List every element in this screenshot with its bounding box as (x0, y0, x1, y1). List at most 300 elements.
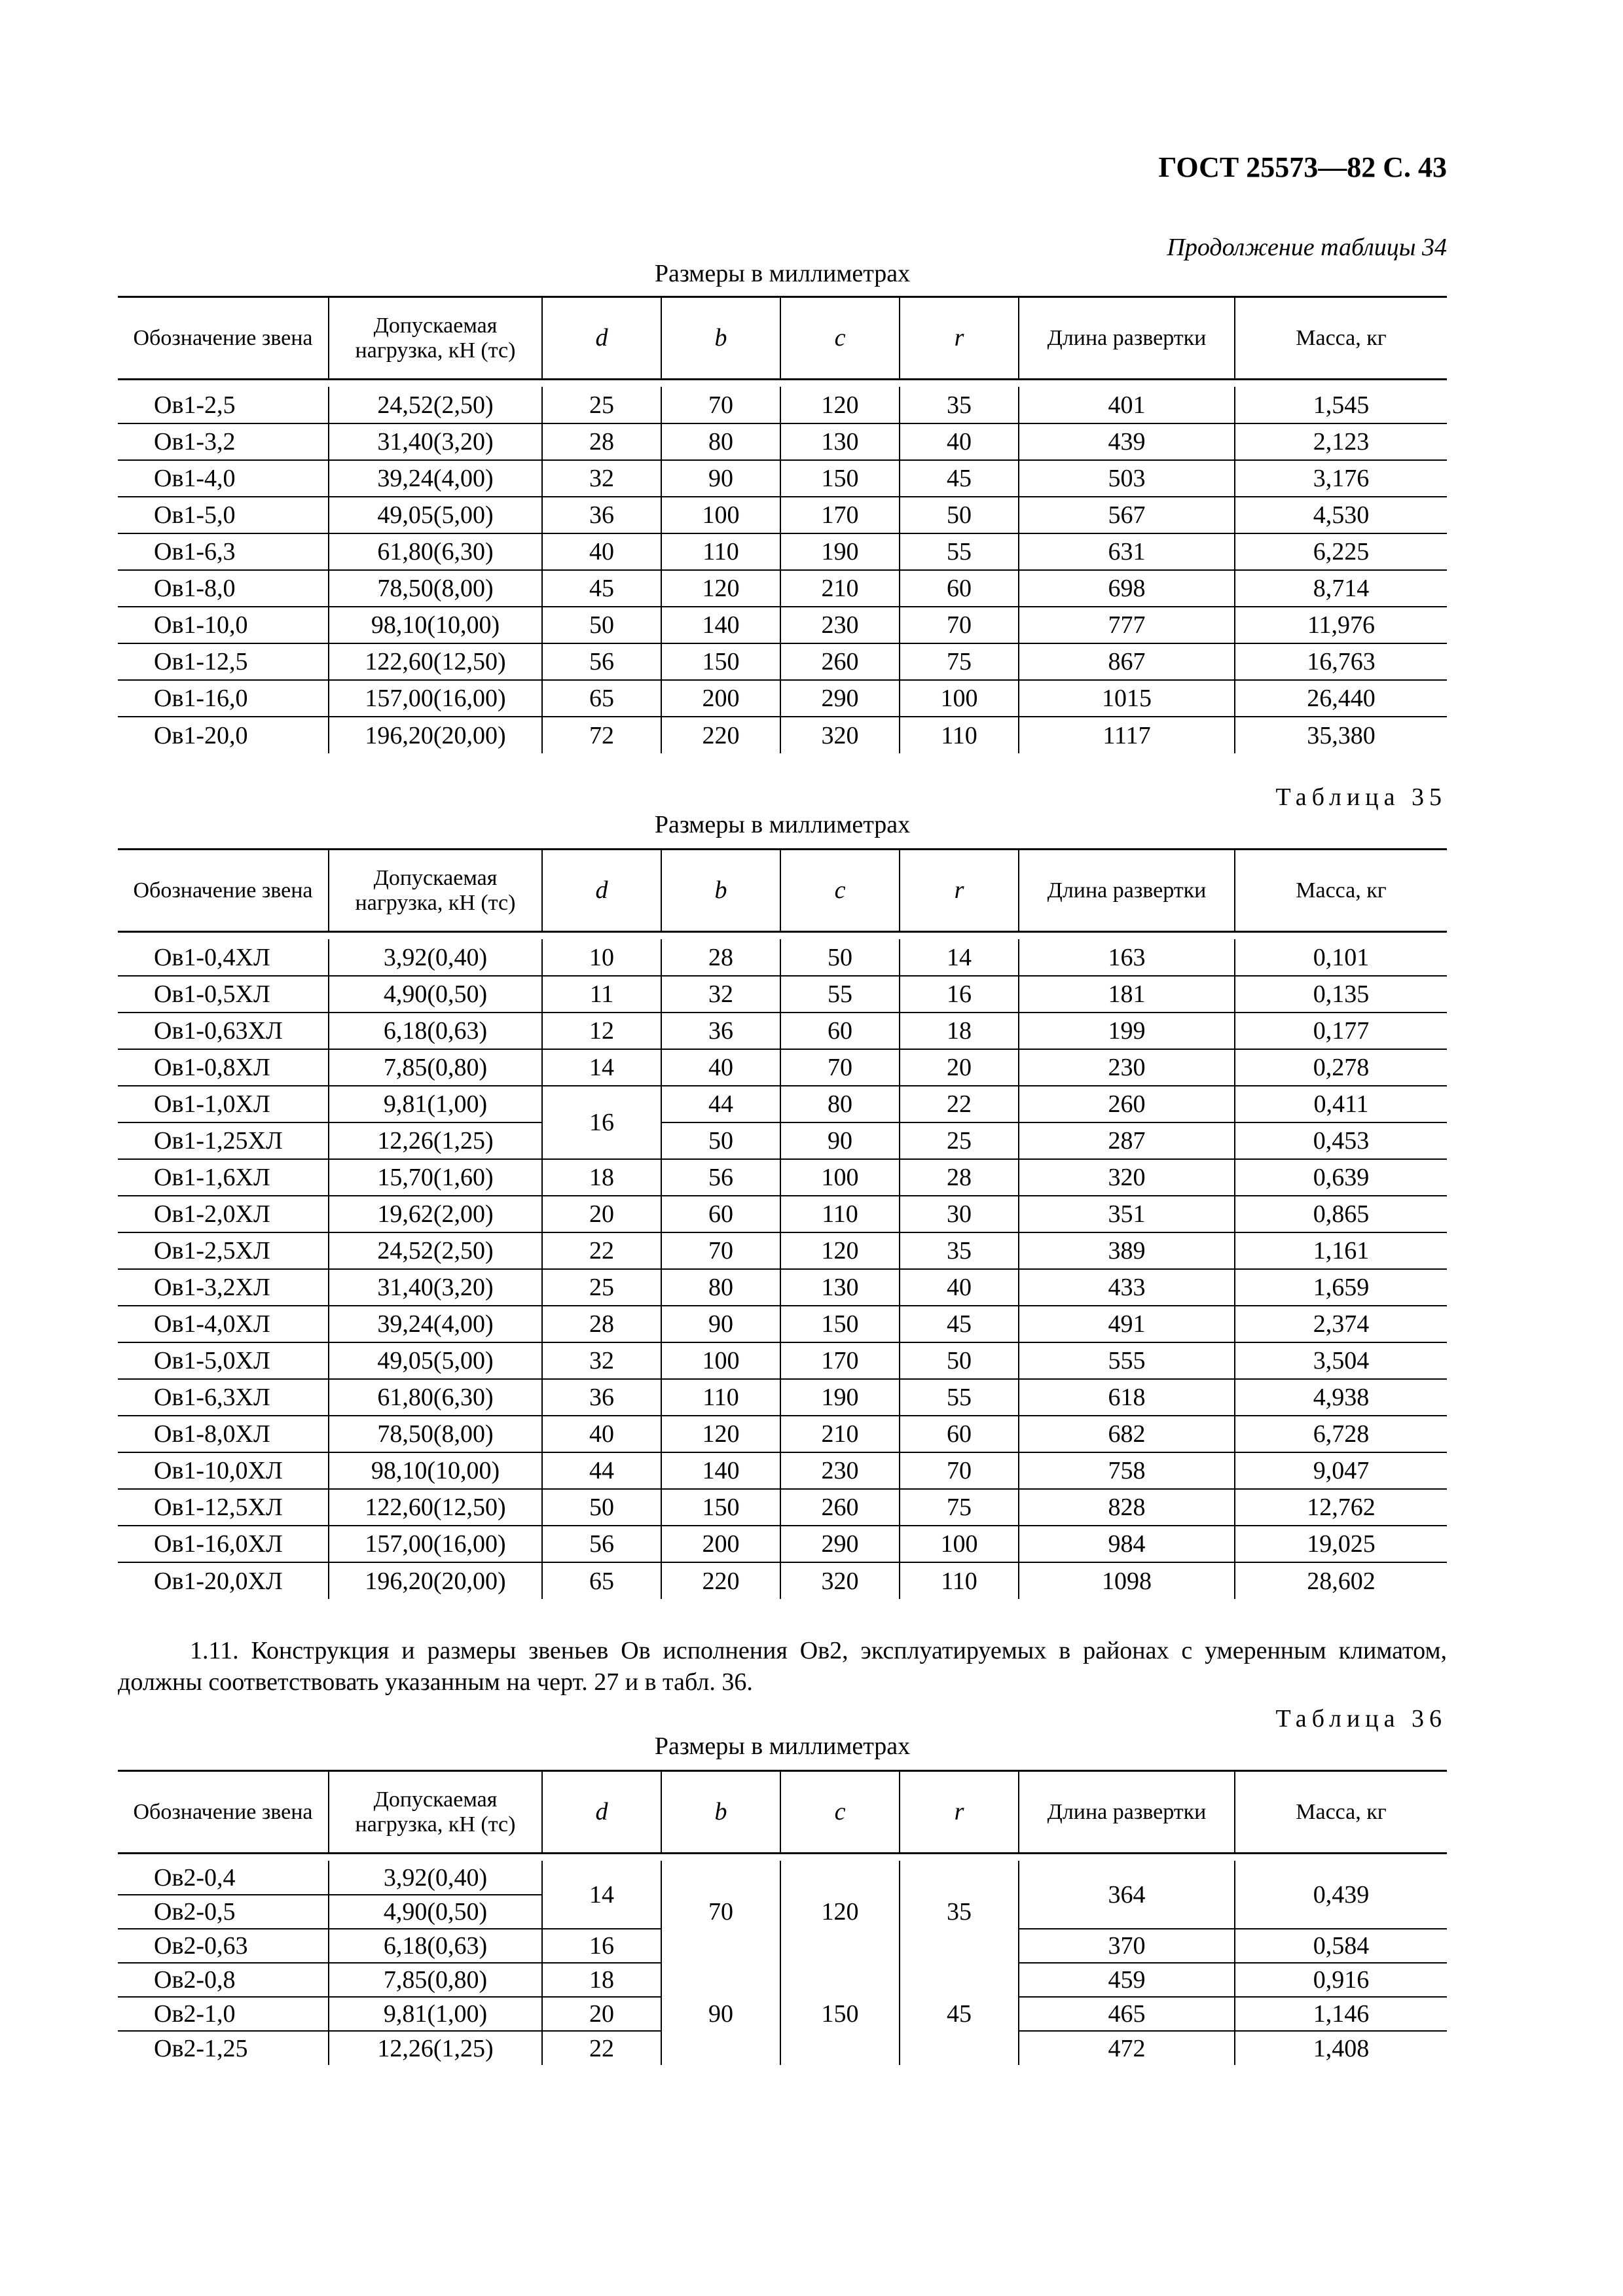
table-cell-d: 36 (542, 1379, 661, 1416)
table-row (118, 1159, 1447, 1196)
table-cell-mass: 0,278 (1235, 1049, 1447, 1086)
table-cell-load: 49,05(5,00) (329, 497, 542, 533)
table-row (118, 607, 1447, 643)
table-cell-d: 11 (542, 976, 661, 1013)
table-cell-r: 60 (900, 570, 1019, 607)
table-cell-designation: Ов2-1,25 (154, 2034, 248, 2062)
table-cell-c: 210 (780, 570, 900, 607)
table-cell-b: 70 (661, 387, 780, 423)
table-cell-designation: Ов2-0,8 (118, 1963, 329, 1997)
table-cell-c: 170 (780, 1342, 900, 1379)
table-row (118, 1342, 1447, 1379)
table-cell-length: 1117 (1019, 717, 1235, 753)
table-cell-c: 90 (780, 1122, 900, 1159)
table-cell-mass: 0,865 (1235, 1196, 1447, 1232)
table-cell-designation: Ов2-0,63 (118, 1929, 329, 1963)
table-cell-c: 170 (780, 497, 900, 533)
table-cell-designation: Ов1-8,0 (118, 570, 329, 607)
table-cell-designation: Ов1-5,0 (118, 497, 329, 533)
table-cell-designation: Ов1-1,25ХЛ (118, 1122, 329, 1159)
header-mass: Масса, кг (1235, 1771, 1447, 1854)
table-cell-mass: 4,938 (1235, 1379, 1447, 1416)
table-cell-designation: Ов1-2,5ХЛ (118, 1232, 329, 1269)
table-cell-b: 100 (661, 1342, 780, 1379)
table-cell-c: 150 (780, 1306, 900, 1342)
table-row (118, 643, 1447, 680)
table-cell-c: 80 (780, 1086, 900, 1122)
header-designation: Обозначение звена (118, 850, 329, 932)
header-designation: Обозначение звена (118, 297, 329, 380)
table-cell-d: 72 (542, 717, 661, 753)
table-cell-load: 39,24(4,00) (329, 460, 542, 497)
table-cell-c: 120 (780, 1232, 900, 1269)
table-cell-mass: 6,225 (1235, 533, 1447, 570)
table-cell-mass: 19,025 (1235, 1526, 1447, 1562)
table-cell-d: 14 (542, 1049, 661, 1086)
table-cell-d: 65 (542, 680, 661, 717)
table-cell-r: 35 (900, 1861, 1019, 1963)
table-cell-c: 260 (780, 1489, 900, 1526)
table-cell-r: 45 (900, 460, 1019, 497)
table-cell-load: 122,60(12,50) (329, 643, 542, 680)
table-cell-load: 61,80(6,30) (329, 533, 542, 570)
table-cell-c: 230 (780, 1452, 900, 1489)
table-cell-mass: 0,453 (1235, 1122, 1447, 1159)
table-cell-r: 70 (900, 1452, 1019, 1489)
table-cell-length: 828 (1019, 1489, 1235, 1526)
table-cell-d: 28 (542, 423, 661, 460)
table-cell-b: 140 (661, 607, 780, 643)
table-cell-c: 290 (780, 1526, 900, 1562)
table-cell-load: 6,18(0,63) (329, 1929, 542, 1963)
table35-title: Таблица 35 (1275, 783, 1447, 811)
table-cell-designation: Ов1-12,5 (118, 643, 329, 680)
table-cell-length: 491 (1019, 1306, 1235, 1342)
table-cell-length: 465 (1019, 1997, 1235, 2031)
table-cell-r: 45 (900, 1963, 1019, 2065)
table-cell-designation: Ов1-16,0ХЛ (118, 1526, 329, 1562)
table-row (118, 976, 1447, 1013)
table-cell-r: 55 (900, 1379, 1019, 1416)
table-row (118, 1452, 1447, 1489)
table-cell-b: 28 (661, 939, 780, 976)
table-cell-b: 200 (661, 1526, 780, 1562)
table-cell-c: 190 (780, 533, 900, 570)
table-cell-d: 18 (542, 1963, 661, 1997)
table-cell-load: 61,80(6,30) (329, 1379, 542, 1416)
table-cell-designation: Ов1-2,5 (118, 387, 329, 423)
table-cell-designation: Ов1-1,6ХЛ (118, 1159, 329, 1196)
table-row (118, 570, 1447, 607)
table-cell-length: 555 (1019, 1342, 1235, 1379)
header-load: Допускаемая нагрузка, кН (тс) (329, 1771, 542, 1854)
table-row (118, 423, 1447, 460)
table-cell-c: 50 (780, 939, 900, 976)
table-cell-b: 110 (661, 533, 780, 570)
header-b: b (661, 1771, 780, 1854)
table-cell-length: 389 (1019, 1232, 1235, 1269)
table-cell-c: 150 (780, 1963, 900, 2065)
table-cell-b: 140 (661, 1452, 780, 1489)
table-cell-c: 130 (780, 1269, 900, 1306)
table-cell-length: 984 (1019, 1526, 1235, 1562)
table-cell-d: 40 (542, 1416, 661, 1452)
table-cell-designation: Ов1-10,0 (118, 607, 329, 643)
table-row (118, 1122, 1447, 1159)
table-cell-d: 50 (542, 1489, 661, 1526)
table-cell-mass: 0,439 (1235, 1861, 1447, 1929)
table-cell-c: 110 (780, 1196, 900, 1232)
table-cell-length: 698 (1019, 570, 1235, 607)
table-row (118, 939, 1447, 976)
table-cell-r: 18 (900, 1013, 1019, 1049)
table-cell-mass: 16,763 (1235, 643, 1447, 680)
table-cell-d: 16 (542, 1086, 661, 1159)
table-cell-designation: Ов1-6,3 (118, 533, 329, 570)
table-cell-r: 20 (900, 1049, 1019, 1086)
table-cell-length: 777 (1019, 607, 1235, 643)
table-cell-d: 12 (542, 1013, 661, 1049)
table-cell-designation: Ов1-0,4ХЛ (118, 939, 329, 976)
table-cell-mass: 0,639 (1235, 1159, 1447, 1196)
table-cell-designation: Ов1-3,2 (118, 423, 329, 460)
table-cell-length: 433 (1019, 1269, 1235, 1306)
table-cell-r: 110 (900, 717, 1019, 753)
table-cell-r: 25 (900, 1122, 1019, 1159)
table-cell-designation: Ов1-0,5ХЛ (118, 976, 329, 1013)
table-cell-mass: 0,101 (1235, 939, 1447, 976)
table-cell-r: 110 (900, 1562, 1019, 1599)
table-cell-designation: Ов1-4,0 (118, 460, 329, 497)
table-cell-load: 6,18(0,63) (329, 1013, 542, 1049)
table-cell-load: 157,00(16,00) (329, 1526, 542, 1562)
table-cell-b: 36 (661, 1013, 780, 1049)
header-mass: Масса, кг (1235, 297, 1447, 380)
table-cell-b: 32 (661, 976, 780, 1013)
table-cell-mass: 0,135 (1235, 976, 1447, 1013)
header-r: r (900, 1771, 1019, 1854)
table-row (118, 1489, 1447, 1526)
table-cell-length: 364 (1019, 1861, 1235, 1929)
table-cell-mass: 1,659 (1235, 1269, 1447, 1306)
table-cell-d: 20 (542, 1997, 661, 2031)
header-r: r (900, 850, 1019, 932)
table-cell-mass: 35,380 (1235, 717, 1447, 753)
table-cell-r: 60 (900, 1416, 1019, 1452)
table-cell-length: 867 (1019, 643, 1235, 680)
table-cell-designation: Ов2-0,5 (118, 1895, 329, 1929)
table-cell-d: 32 (542, 1342, 661, 1379)
table-cell-d: 45 (542, 570, 661, 607)
table-cell-designation: Ов1-4,0ХЛ (118, 1306, 329, 1342)
table-cell-length: 682 (1019, 1416, 1235, 1452)
table-cell-d: 22 (542, 1232, 661, 1269)
table-cell-length: 618 (1019, 1379, 1235, 1416)
header-load: Допускаемая нагрузка, кН (тс) (329, 850, 542, 932)
table-cell-designation: Ов2-0,4 (118, 1861, 329, 1895)
table-cell-d: 22 (542, 2031, 661, 2065)
table-cell-load: 15,70(1,60) (329, 1159, 542, 1196)
header-length: Длина развертки (1019, 850, 1235, 932)
table-cell-load: 9,81(1,00) (329, 1997, 542, 2031)
table-cell-load: 12,26(1,25) (329, 1122, 542, 1159)
table-cell-designation: Ов1-10,0ХЛ (118, 1452, 329, 1489)
table-cell-b: 90 (661, 1306, 780, 1342)
table-cell-length: 401 (1019, 387, 1235, 423)
table-cell-r: 35 (900, 1232, 1019, 1269)
table-cell-d: 56 (542, 643, 661, 680)
table-cell-d: 50 (542, 607, 661, 643)
table-cell-b: 90 (661, 460, 780, 497)
table-cell-length: 320 (1019, 1159, 1235, 1196)
table-cell-load: 7,85(0,80) (329, 1963, 542, 1997)
table-cell-mass: 28,602 (1235, 1562, 1447, 1599)
table-cell-load: 49,05(5,00) (329, 1342, 542, 1379)
table35-units-caption: Размеры в миллиметрах (654, 811, 911, 838)
table-cell-d: 36 (542, 497, 661, 533)
table-cell-designation: Ов1-16,0 (118, 680, 329, 717)
table-cell-designation: Ов1-0,63ХЛ (118, 1013, 329, 1049)
table-cell-mass: 0,916 (1235, 1963, 1447, 1997)
table-cell-length: 181 (1019, 976, 1235, 1013)
table-cell-b: 80 (661, 423, 780, 460)
table-cell-designation: Ов1-12,5ХЛ (118, 1489, 329, 1526)
table-cell-mass: 1,161 (1235, 1232, 1447, 1269)
table-cell-r: 50 (900, 497, 1019, 533)
table-cell-d: 44 (542, 1452, 661, 1489)
table-cell-b: 150 (661, 643, 780, 680)
table-cell-r: 35 (900, 387, 1019, 423)
table-cell-designation: Ов1-6,3ХЛ (118, 1379, 329, 1416)
table-cell-c: 150 (780, 460, 900, 497)
table-cell-length: 163 (1019, 939, 1235, 976)
table-cell-r: 16 (900, 976, 1019, 1013)
table-cell-c: 320 (780, 717, 900, 753)
table-row (118, 1306, 1447, 1342)
table-cell-length: 503 (1019, 460, 1235, 497)
header-length: Длина развертки (1019, 1771, 1235, 1854)
table34-continuation-caption: Продолжение таблицы 34 (1167, 234, 1447, 261)
table-cell-load: 4,90(0,50) (329, 976, 542, 1013)
header-c: c (780, 850, 900, 932)
table-cell-r: 100 (900, 1526, 1019, 1562)
table-cell-length: 260 (1019, 1086, 1235, 1122)
table-cell-load: 7,85(0,80) (329, 1049, 542, 1086)
table-cell-b: 44 (661, 1086, 780, 1122)
table-cell-r: 40 (900, 1269, 1019, 1306)
table-cell-r: 30 (900, 1196, 1019, 1232)
table-cell-c: 260 (780, 643, 900, 680)
table-cell-designation: Ов1-0,8ХЛ (118, 1049, 329, 1086)
table-cell-designation: Ов1-2,0ХЛ (118, 1196, 329, 1232)
table-row (118, 1086, 1447, 1122)
table-cell-mass: 6,728 (1235, 1416, 1447, 1452)
table-cell-b: 60 (661, 1196, 780, 1232)
table36 (118, 1770, 1447, 2065)
table-cell-length: 631 (1019, 533, 1235, 570)
header-load: Допускаемая нагрузка, кН (тс) (329, 297, 542, 380)
table-cell-load: 12,26(1,25) (329, 2031, 542, 2065)
table-row (118, 533, 1447, 570)
table-cell-length: 459 (1019, 1963, 1235, 1997)
table35 (118, 848, 1447, 1599)
table-cell-designation: Ов1-20,0ХЛ (154, 1567, 283, 1595)
table-cell-designation: Ов1-20,0 (154, 721, 248, 749)
table-row (118, 1013, 1447, 1049)
table-cell-b: 120 (661, 1416, 780, 1452)
table-cell-d: 65 (542, 1562, 661, 1599)
table-row (118, 1526, 1447, 1562)
table-cell-mass: 4,530 (1235, 497, 1447, 533)
table-cell-mass: 11,976 (1235, 607, 1447, 643)
table-cell-load: 3,92(0,40) (329, 1861, 542, 1895)
table-cell-b: 200 (661, 680, 780, 717)
table-cell-length: 1015 (1019, 680, 1235, 717)
table-cell-load: 98,10(10,00) (329, 607, 542, 643)
table-cell-load: 196,20(20,00) (329, 717, 542, 753)
table-cell-mass: 1,146 (1235, 1997, 1447, 2031)
table-cell-b: 220 (661, 1562, 780, 1599)
table-cell-mass: 3,176 (1235, 460, 1447, 497)
table-cell-d: 25 (542, 1269, 661, 1306)
header-d: d (542, 297, 661, 380)
table-cell-c: 70 (780, 1049, 900, 1086)
table-cell-load: 4,90(0,50) (329, 1895, 542, 1929)
paragraph-1-11: 1.11. Конструкция и размеры звеньев Ов исполнения Ов2, эксплуатируемых в районах с умеренным климатом, должны соответствовать указанным на черт. 27 и в табл. 36. (118, 1637, 1447, 1696)
table-row (118, 1232, 1447, 1269)
table36-units-caption: Размеры в миллиметрах (654, 1732, 911, 1760)
table-cell-r: 28 (900, 1159, 1019, 1196)
table-cell-mass: 2,123 (1235, 423, 1447, 460)
header-d: d (542, 1771, 661, 1854)
table-cell-c: 60 (780, 1013, 900, 1049)
table-cell-d: 14 (542, 1861, 661, 1929)
table-cell-c: 130 (780, 423, 900, 460)
table-cell-load: 78,50(8,00) (329, 570, 542, 607)
table-row (118, 1562, 1447, 1599)
table-cell-b: 56 (661, 1159, 780, 1196)
table-cell-b: 110 (661, 1379, 780, 1416)
table-cell-length: 472 (1019, 2031, 1235, 2065)
table-cell-mass: 8,714 (1235, 570, 1447, 607)
table-cell-designation: Ов1-8,0ХЛ (118, 1416, 329, 1452)
table-cell-r: 70 (900, 607, 1019, 643)
table-cell-mass: 1,545 (1235, 387, 1447, 423)
table-cell-length: 351 (1019, 1196, 1235, 1232)
table-row (118, 680, 1447, 717)
table-cell-c: 320 (780, 1562, 900, 1599)
table-cell-designation: Ов1-3,2ХЛ (118, 1269, 329, 1306)
table-cell-d: 10 (542, 939, 661, 976)
table-cell-d: 25 (542, 387, 661, 423)
header-b: b (661, 850, 780, 932)
table-cell-mass: 2,374 (1235, 1306, 1447, 1342)
table-cell-c: 55 (780, 976, 900, 1013)
table-cell-d: 40 (542, 533, 661, 570)
table-cell-b: 90 (661, 1963, 780, 2065)
table-cell-r: 40 (900, 423, 1019, 460)
table-row (118, 1196, 1447, 1232)
table-cell-r: 55 (900, 533, 1019, 570)
table-cell-mass: 9,047 (1235, 1452, 1447, 1489)
table-cell-b: 120 (661, 570, 780, 607)
table-cell-r: 22 (900, 1086, 1019, 1122)
table-cell-b: 150 (661, 1489, 780, 1526)
table-cell-r: 45 (900, 1306, 1019, 1342)
table-cell-load: 196,20(20,00) (329, 1562, 542, 1599)
table-cell-length: 567 (1019, 497, 1235, 533)
table-cell-d: 28 (542, 1306, 661, 1342)
table-cell-r: 50 (900, 1342, 1019, 1379)
table-cell-mass: 3,504 (1235, 1342, 1447, 1379)
table-row (118, 387, 1447, 423)
header-c: c (780, 297, 900, 380)
table-cell-b: 100 (661, 497, 780, 533)
table-cell-b: 220 (661, 717, 780, 753)
table-cell-length: 758 (1019, 1452, 1235, 1489)
table-cell-designation: Ов2-1,0 (118, 1997, 329, 2031)
table36-title: Таблица 36 (1275, 1705, 1447, 1732)
table-cell-load: 31,40(3,20) (329, 1269, 542, 1306)
table-cell-length: 199 (1019, 1013, 1235, 1049)
table-cell-c: 290 (780, 680, 900, 717)
table-cell-mass: 26,440 (1235, 680, 1447, 717)
table-cell-load: 98,10(10,00) (329, 1452, 542, 1489)
header-mass: Масса, кг (1235, 850, 1447, 932)
page-header: ГОСТ 25573—82 С. 43 (1158, 151, 1447, 183)
table-cell-c: 230 (780, 607, 900, 643)
table-cell-mass: 0,411 (1235, 1086, 1447, 1122)
table-cell-r: 75 (900, 643, 1019, 680)
header-designation: Обозначение звена (118, 1771, 329, 1854)
table-cell-load: 78,50(8,00) (329, 1416, 542, 1452)
table-row (118, 460, 1447, 497)
table-cell-r: 14 (900, 939, 1019, 976)
table-cell-d: 18 (542, 1159, 661, 1196)
table-cell-mass: 0,177 (1235, 1013, 1447, 1049)
table-cell-r: 100 (900, 680, 1019, 717)
table-cell-load: 24,52(2,50) (329, 387, 542, 423)
table-cell-load: 9,81(1,00) (329, 1086, 542, 1122)
table-cell-c: 120 (780, 387, 900, 423)
table-cell-b: 80 (661, 1269, 780, 1306)
table-row (118, 717, 1447, 753)
table-cell-load: 24,52(2,50) (329, 1232, 542, 1269)
table-cell-b: 70 (661, 1232, 780, 1269)
table-cell-c: 120 (780, 1861, 900, 1963)
table-cell-b: 50 (661, 1122, 780, 1159)
header-d: d (542, 850, 661, 932)
table-cell-c: 100 (780, 1159, 900, 1196)
table34 (118, 296, 1447, 753)
table-cell-d: 16 (542, 1929, 661, 1963)
table-cell-length: 439 (1019, 423, 1235, 460)
table-row (118, 1416, 1447, 1452)
header-b: b (661, 297, 780, 380)
table-cell-mass: 0,584 (1235, 1929, 1447, 1963)
table-cell-b: 70 (661, 1861, 780, 1963)
table-row (118, 1379, 1447, 1416)
table-cell-r: 75 (900, 1489, 1019, 1526)
table-cell-load: 39,24(4,00) (329, 1306, 542, 1342)
table-cell-mass: 1,408 (1235, 2031, 1447, 2065)
table-cell-load: 3,92(0,40) (329, 939, 542, 976)
table-cell-load: 19,62(2,00) (329, 1196, 542, 1232)
table-cell-designation: Ов1-5,0ХЛ (118, 1342, 329, 1379)
table-row (118, 1269, 1447, 1306)
table-cell-d: 20 (542, 1196, 661, 1232)
table-row (118, 497, 1447, 533)
